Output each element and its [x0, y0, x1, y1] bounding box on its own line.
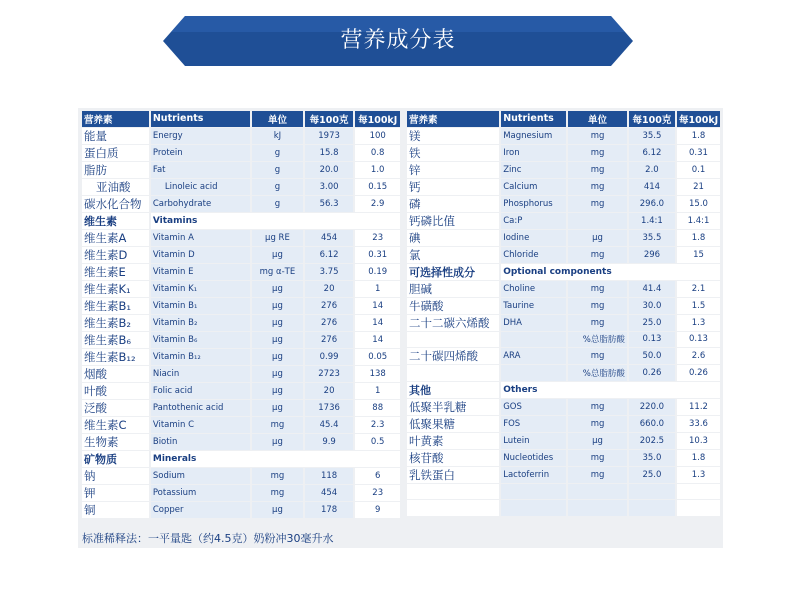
nutrient-zh: 叶酸	[82, 383, 149, 399]
empty-cell	[629, 484, 675, 500]
empty-cell	[407, 500, 499, 516]
value-per-100kj: 1.0	[355, 162, 400, 178]
empty-cell	[568, 484, 627, 500]
value-per-100g: 1736	[305, 400, 354, 416]
unit: mg	[568, 162, 627, 178]
unit: mg	[252, 417, 303, 433]
nutrient-en: Lactoferrin	[501, 467, 566, 483]
nutrient-en: Phosphorus	[501, 196, 566, 212]
nutrient-en: GOS	[501, 399, 566, 415]
header-zh: 营养素	[82, 111, 149, 127]
value-per-100kj: 23	[355, 485, 400, 501]
unit-note: %总脂肪酸	[568, 332, 627, 348]
header-zh: 营养素	[407, 111, 499, 127]
unit: mg	[252, 468, 303, 484]
unit: μg	[252, 332, 303, 348]
header-en: Nutrients	[501, 111, 566, 127]
value-per-100kj: 0.31	[677, 145, 720, 161]
nutrient-zh: 二十二碳六烯酸	[407, 315, 499, 331]
section-title-en: Vitamins	[151, 213, 400, 229]
nutrient-en: Calcium	[501, 179, 566, 195]
nutrient-en: Linoleic acid	[151, 179, 250, 195]
value-per-100kj: 23	[355, 230, 400, 246]
title-banner	[163, 16, 633, 66]
value-per-100g: 118	[305, 468, 354, 484]
value-per-100g: 202.5	[629, 433, 675, 449]
value-per-100kj: 0.19	[355, 264, 400, 280]
value-per-100kj: 0.1	[677, 162, 720, 178]
unit: mg	[568, 298, 627, 314]
table-row	[407, 399, 720, 415]
value-per-100g: 6.12	[305, 247, 354, 263]
unit: kJ	[252, 128, 303, 144]
section-title-zh: 可选择性成分	[407, 264, 499, 280]
nutrient-zh: 锌	[407, 162, 499, 178]
unit: mg	[568, 416, 627, 432]
table-row	[82, 281, 400, 297]
header-per100kj: 每100kJ	[677, 111, 720, 127]
nutrient-zh: 维生素C	[82, 417, 149, 433]
value-per-100g: 296	[629, 247, 675, 263]
table-row	[407, 298, 720, 314]
value-per-100g: 454	[305, 485, 354, 501]
section-row	[407, 264, 720, 280]
table-row	[407, 315, 720, 331]
empty-row	[407, 500, 720, 516]
nutrient-zh: 维生素B₂	[82, 315, 149, 331]
nutrient-en: Niacin	[151, 366, 250, 382]
unit: mg	[568, 467, 627, 483]
value-per-100kj: 1	[355, 281, 400, 297]
section-title-en: Optional components	[501, 264, 720, 280]
unit: μg	[568, 230, 627, 246]
value-per-100kj: 11.2	[677, 399, 720, 415]
unit: μg	[252, 434, 303, 450]
header-per100g: 每100克	[629, 111, 675, 127]
value-per-100kj: 1.8	[677, 128, 720, 144]
section-title-zh: 维生素	[82, 213, 149, 229]
value-per-100kj: 33.6	[677, 416, 720, 432]
value-per-100g: 9.9	[305, 434, 354, 450]
empty-cell	[677, 484, 720, 500]
section-row	[82, 451, 400, 467]
nutrient-zh	[407, 365, 499, 381]
nutrient-zh: 碘	[407, 230, 499, 246]
nutrient-zh: 叶黄素	[407, 433, 499, 449]
table-row	[407, 162, 720, 178]
nutrient-zh: 碳水化合物	[82, 196, 149, 212]
nutrient-zh: 磷	[407, 196, 499, 212]
value-per-100kj: 6	[355, 468, 400, 484]
table-row	[407, 213, 720, 229]
nutrient-en: Vitamin B₁	[151, 298, 250, 314]
unit: mg	[568, 348, 627, 364]
value-per-100kj: 1	[355, 383, 400, 399]
nutrient-zh: 生物素	[82, 434, 149, 450]
empty-cell	[501, 500, 566, 516]
value-per-100kj: 14	[355, 298, 400, 314]
table-row	[82, 434, 400, 450]
table-row	[407, 230, 720, 246]
table-row	[82, 145, 400, 161]
value-per-100kj: 2.6	[677, 348, 720, 364]
value-per-100kj: 10.3	[677, 433, 720, 449]
nutrient-en: Vitamin K₁	[151, 281, 250, 297]
value-per-100kj: 1.8	[677, 230, 720, 246]
table-row	[407, 365, 720, 381]
nutrient-en: Vitamin C	[151, 417, 250, 433]
value-per-100g: 276	[305, 332, 354, 348]
empty-cell	[568, 500, 627, 516]
value-per-100kj: 14	[355, 332, 400, 348]
nutrient-zh: 钠	[82, 468, 149, 484]
nutrient-en: Iron	[501, 145, 566, 161]
value-per-100g: 296.0	[629, 196, 675, 212]
table-row	[82, 315, 400, 331]
value-per-100g: 20.0	[305, 162, 354, 178]
nutrient-en: Nucleotides	[501, 450, 566, 466]
value-per-100g: 6.12	[629, 145, 675, 161]
table-row	[82, 162, 400, 178]
unit: μg	[252, 366, 303, 382]
nutrient-zh: 维生素A	[82, 230, 149, 246]
nutrient-en: Vitamin B₆	[151, 332, 250, 348]
header-unit: 单位	[252, 111, 303, 127]
nutrient-en: Potassium	[151, 485, 250, 501]
empty-cell	[407, 484, 499, 500]
value-per-100kj: 0.8	[355, 145, 400, 161]
nutrient-zh: 铁	[407, 145, 499, 161]
nutrient-en: Carbohydrate	[151, 196, 250, 212]
unit: μg	[252, 349, 303, 365]
nutrient-zh: 牛磺酸	[407, 298, 499, 314]
value-per-100kj: 2.9	[355, 196, 400, 212]
nutrient-en: Protein	[151, 145, 250, 161]
nutrient-en: Copper	[151, 502, 250, 518]
unit: g	[252, 179, 303, 195]
value-per-100kj: 14	[355, 315, 400, 331]
value-per-100g: 0.99	[305, 349, 354, 365]
unit: mg	[568, 281, 627, 297]
table-row	[82, 298, 400, 314]
value-per-100kj: 1.5	[677, 298, 720, 314]
table-row	[407, 467, 720, 483]
nutrient-zh: 维生素B₁	[82, 298, 149, 314]
value-per-100g: 15.8	[305, 145, 354, 161]
unit: g	[252, 196, 303, 212]
nutrient-en: FOS	[501, 416, 566, 432]
unit: mg	[568, 315, 627, 331]
table-row	[407, 433, 720, 449]
header-per100kj: 每100kJ	[355, 111, 400, 127]
value-per-100g: 454	[305, 230, 354, 246]
value-per-100g: 178	[305, 502, 354, 518]
nutrient-en: Vitamin B₂	[151, 315, 250, 331]
unit: mg	[568, 399, 627, 415]
value-per-100g: 50.0	[629, 348, 675, 364]
value-per-100g: 45.4	[305, 417, 354, 433]
table-row	[82, 485, 400, 501]
empty-cell	[501, 484, 566, 500]
value-per-100g: 35.5	[629, 230, 675, 246]
nutrient-en: Iodine	[501, 230, 566, 246]
nutrient-zh: 钙磷比值	[407, 213, 499, 229]
header-per100g: 每100克	[305, 111, 354, 127]
nutrient-zh: 维生素B₆	[82, 332, 149, 348]
table-row	[407, 348, 720, 364]
table-row	[82, 417, 400, 433]
unit: μg RE	[252, 230, 303, 246]
value-per-100g: 25.0	[629, 467, 675, 483]
nutrient-zh: 钾	[82, 485, 149, 501]
nutrient-en: Sodium	[151, 468, 250, 484]
table-row	[407, 416, 720, 432]
table-row	[407, 196, 720, 212]
nutrient-zh: 维生素E	[82, 264, 149, 280]
nutrient-en: Pantothenic acid	[151, 400, 250, 416]
value-per-100g: 3.00	[305, 179, 354, 195]
table-row	[82, 230, 400, 246]
value-per-100g: 3.75	[305, 264, 354, 280]
nutrient-zh: 核苷酸	[407, 450, 499, 466]
value-per-100g: 56.3	[305, 196, 354, 212]
value-per-100kj: 15	[677, 247, 720, 263]
value-per-100g: 276	[305, 315, 354, 331]
dilution-footnote: 标准稀释法：一平量匙（约4.5克）奶粉冲30毫升水	[82, 532, 334, 545]
unit: mg	[252, 485, 303, 501]
nutrient-zh: 铜	[82, 502, 149, 518]
nutrient-zh: 泛酸	[82, 400, 149, 416]
unit: mg	[568, 247, 627, 263]
value-per-100g: 0.13	[629, 332, 675, 348]
table-row	[82, 349, 400, 365]
value-per-100kj: 100	[355, 128, 400, 144]
value-per-100kj: 1.8	[677, 450, 720, 466]
unit-note: %总脂肪酸	[568, 365, 627, 381]
table-header	[407, 111, 720, 127]
value-per-100kj: 0.13	[677, 332, 720, 348]
nutrient-zh: 氯	[407, 247, 499, 263]
value-per-100kj: 0.26	[677, 365, 720, 381]
value-per-100kj: 0.5	[355, 434, 400, 450]
nutrient-en: Folic acid	[151, 383, 250, 399]
table-row	[407, 281, 720, 297]
nutrient-zh: 亚油酸	[82, 179, 149, 195]
unit: mg	[568, 128, 627, 144]
value-per-100g: 25.0	[629, 315, 675, 331]
table-row	[407, 450, 720, 466]
value-per-100g: 220.0	[629, 399, 675, 415]
section-title-zh: 其他	[407, 382, 499, 398]
unit: g	[252, 145, 303, 161]
nutrient-en: Fat	[151, 162, 250, 178]
nutrition-table-right	[405, 110, 722, 517]
value-per-100kj: 2.3	[355, 417, 400, 433]
nutrient-en: Energy	[151, 128, 250, 144]
nutrient-zh: 维生素D	[82, 247, 149, 263]
nutrient-en: Magnesium	[501, 128, 566, 144]
nutrient-en: Biotin	[151, 434, 250, 450]
table-row	[82, 400, 400, 416]
nutrient-zh: 低聚果糖	[407, 416, 499, 432]
table-row	[82, 179, 400, 195]
nutrient-zh: 乳铁蛋白	[407, 467, 499, 483]
value-per-100kj: 1.3	[677, 315, 720, 331]
nutrient-zh: 胆碱	[407, 281, 499, 297]
value-per-100kj: 0.15	[355, 179, 400, 195]
value-per-100kj: 15.0	[677, 196, 720, 212]
value-per-100g: 30.0	[629, 298, 675, 314]
nutrient-zh: 低聚半乳糖	[407, 399, 499, 415]
unit: g	[252, 162, 303, 178]
nutrient-zh: 烟酸	[82, 366, 149, 382]
banner-title: 营养成分表	[340, 28, 456, 53]
nutrient-en: Ca:P	[501, 213, 566, 229]
nutrient-zh: 能量	[82, 128, 149, 144]
unit: μg	[568, 433, 627, 449]
nutrient-en: Lutein	[501, 433, 566, 449]
section-row	[82, 213, 400, 229]
nutrient-zh: 维生素B₁₂	[82, 349, 149, 365]
unit: mg	[568, 145, 627, 161]
value-per-100kj: 2.1	[677, 281, 720, 297]
value-per-100g: 20	[305, 281, 354, 297]
nutrient-en: Vitamin A	[151, 230, 250, 246]
section-row	[407, 382, 720, 398]
table-row	[82, 502, 400, 518]
nutrient-zh: 脂肪	[82, 162, 149, 178]
value-per-100g: 2723	[305, 366, 354, 382]
unit: μg	[252, 298, 303, 314]
header-en: Nutrients	[151, 111, 250, 127]
nutrient-en: Vitamin D	[151, 247, 250, 263]
table-row	[82, 366, 400, 382]
nutrient-zh: 维生素K₁	[82, 281, 149, 297]
value-per-100kj: 0.31	[355, 247, 400, 263]
table-row	[82, 332, 400, 348]
nutrient-en: Chloride	[501, 247, 566, 263]
nutrient-zh: 蛋白质	[82, 145, 149, 161]
value-per-100kj: 9	[355, 502, 400, 518]
value-per-100g: 1.4:1	[629, 213, 675, 229]
nutrient-en: Vitamin B₁₂	[151, 349, 250, 365]
unit: μg	[252, 247, 303, 263]
section-title-en: Others	[501, 382, 720, 398]
table-row	[407, 128, 720, 144]
value-per-100g: 1973	[305, 128, 354, 144]
empty-cell	[629, 500, 675, 516]
table-row	[82, 196, 400, 212]
header-unit: 单位	[568, 111, 627, 127]
nutrient-en: Zinc	[501, 162, 566, 178]
table-row	[82, 128, 400, 144]
table-row	[82, 264, 400, 280]
nutrient-en	[501, 332, 566, 348]
table-row	[407, 145, 720, 161]
nutrient-zh: 二十碳四烯酸	[407, 348, 499, 364]
value-per-100g: 0.26	[629, 365, 675, 381]
table-row	[82, 468, 400, 484]
value-per-100kj: 21	[677, 179, 720, 195]
unit: mg	[568, 196, 627, 212]
value-per-100kj: 0.05	[355, 349, 400, 365]
nutrient-en: DHA	[501, 315, 566, 331]
unit: μg	[252, 502, 303, 518]
table-header	[82, 111, 400, 127]
nutrient-zh	[407, 332, 499, 348]
value-per-100g: 414	[629, 179, 675, 195]
value-per-100kj: 1.3	[677, 467, 720, 483]
unit: μg	[252, 315, 303, 331]
nutrient-en: ARA	[501, 348, 566, 364]
unit: μg	[252, 400, 303, 416]
table-row	[82, 247, 400, 263]
empty-row	[407, 484, 720, 500]
unit: μg	[252, 383, 303, 399]
empty-cell	[677, 500, 720, 516]
nutrient-zh: 镁	[407, 128, 499, 144]
unit: mg α-TE	[252, 264, 303, 280]
unit: mg	[568, 450, 627, 466]
unit: μg	[252, 281, 303, 297]
nutrient-en	[501, 365, 566, 381]
section-title-zh: 矿物质	[82, 451, 149, 467]
value-per-100kj: 88	[355, 400, 400, 416]
unit: mg	[568, 179, 627, 195]
table-row	[407, 247, 720, 263]
nutrient-en: Choline	[501, 281, 566, 297]
value-per-100kj: 1.4:1	[677, 213, 720, 229]
nutrient-en: Taurine	[501, 298, 566, 314]
value-per-100kj: 138	[355, 366, 400, 382]
value-per-100g: 35.5	[629, 128, 675, 144]
nutrient-en: Vitamin E	[151, 264, 250, 280]
value-per-100g: 2.0	[629, 162, 675, 178]
table-row	[82, 383, 400, 399]
value-per-100g: 35.0	[629, 450, 675, 466]
value-per-100g: 41.4	[629, 281, 675, 297]
nutrition-table-left	[80, 110, 402, 519]
value-per-100g: 276	[305, 298, 354, 314]
value-per-100g: 660.0	[629, 416, 675, 432]
table-row	[407, 179, 720, 195]
table-row	[407, 332, 720, 348]
nutrient-zh: 钙	[407, 179, 499, 195]
section-title-en: Minerals	[151, 451, 400, 467]
unit	[568, 213, 627, 229]
value-per-100g: 20	[305, 383, 354, 399]
